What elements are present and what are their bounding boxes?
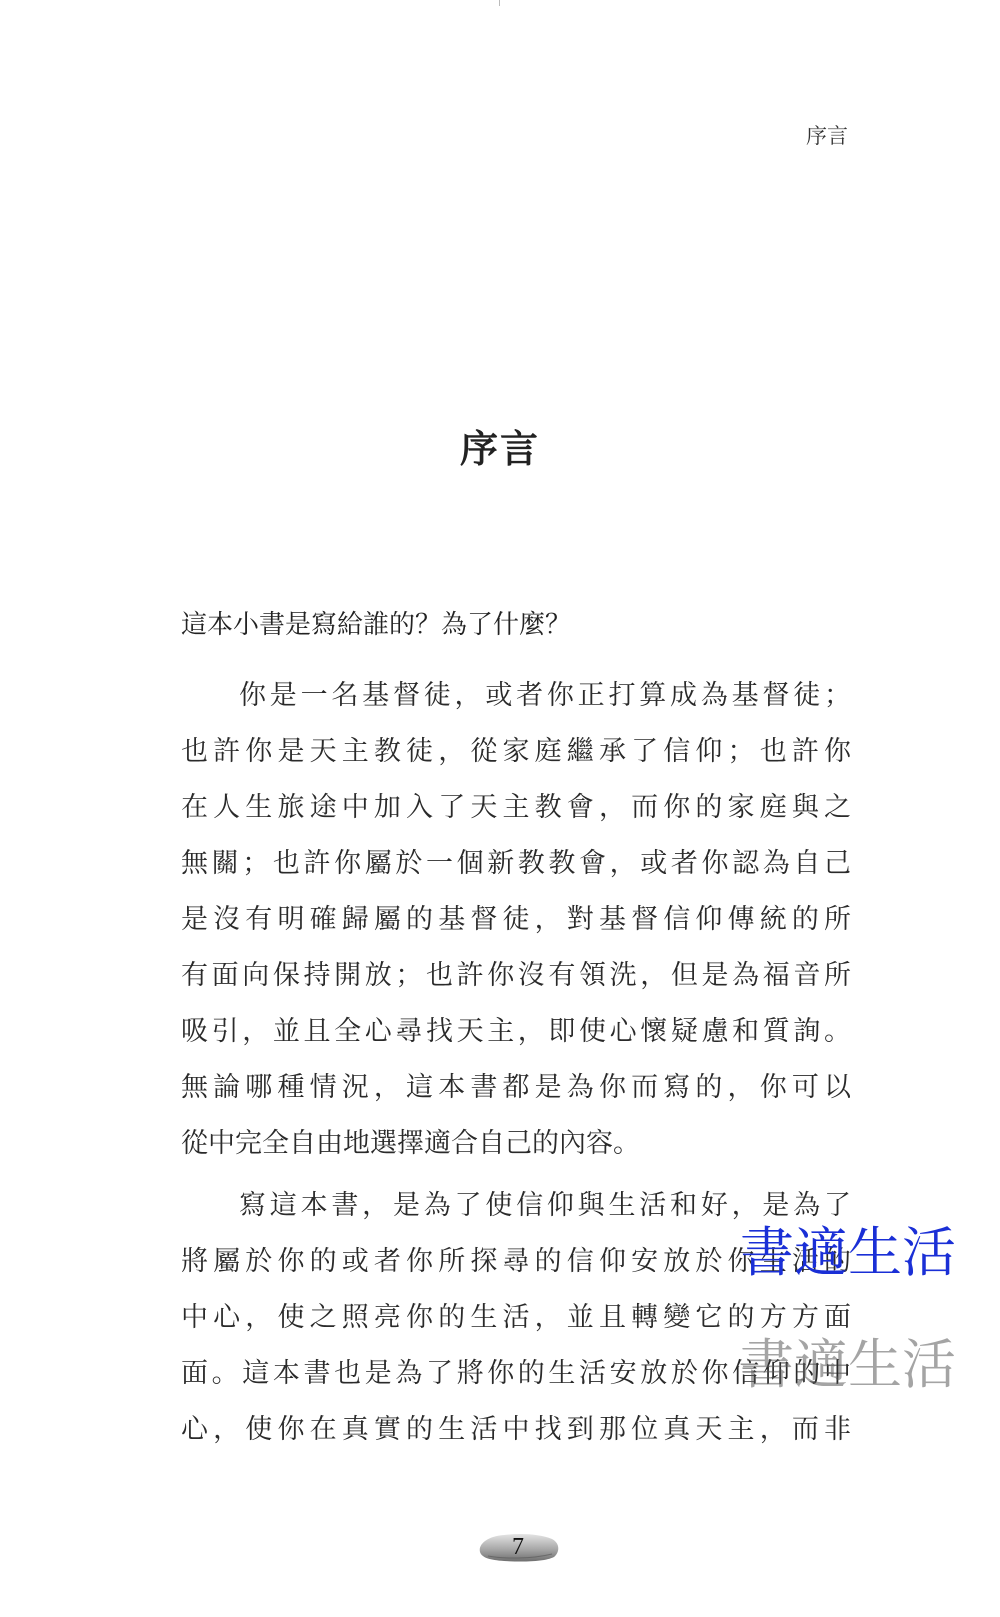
chapter-title: 序言 xyxy=(459,427,540,471)
paragraph-line: 你是一名基督徒，或者你正打算成為基督徒； xyxy=(239,680,851,711)
watermark-gray: 書適生活 xyxy=(740,1333,956,1396)
paragraph-1 xyxy=(181,668,851,1172)
top-crop-mark xyxy=(499,0,500,6)
paragraph-line: 有面向保持開放；也許你沒有領洗，但是為福音所 xyxy=(181,960,851,991)
paragraph-line: 無關；也許你屬於一個新教教會，或者你認為自己 xyxy=(181,848,851,879)
watermark-blue: 書適生活 xyxy=(740,1221,956,1284)
page-number-badge xyxy=(474,1530,562,1564)
paragraph-line: 在人生旅途中加入了天主教會，而你的家庭與之 xyxy=(181,792,851,823)
paragraph-line: 也許你是天主教徒，從家庭繼承了信仰；也許你 xyxy=(181,736,851,767)
page-number: 7 xyxy=(512,1534,524,1560)
running-header: 序言 xyxy=(806,124,848,148)
paragraph-line: 寫這本書，是為了使信仰與生活和好，是為了 xyxy=(239,1190,851,1221)
paragraph-line: 將屬於你的或者你所探尋的信仰安放於你生活的 xyxy=(181,1246,851,1277)
paragraph-line: 從中完全自由地選擇適合自己的內容。 xyxy=(181,1128,640,1159)
paragraph-line: 無論哪種情況，這本書都是為你而寫的，你可以 xyxy=(181,1072,851,1103)
paragraph-line: 面。這本書也是為了將你的生活安放於你信仰的中 xyxy=(181,1358,851,1389)
paragraph-line: 中心，使之照亮你的生活，並且轉變它的方方面 xyxy=(181,1302,851,1333)
section-heading: 這本小書是寫給誰的？為了什麼？ xyxy=(181,610,572,640)
paragraph-line: 是沒有明確歸屬的基督徒，對基督信仰傳統的所 xyxy=(181,904,851,935)
paragraph-line: 吸引，並且全心尋找天主，即使心懷疑慮和質詢。 xyxy=(181,1016,851,1047)
paragraph-line: 心，使你在真實的生活中找到那位真天主，而非 xyxy=(181,1414,851,1445)
